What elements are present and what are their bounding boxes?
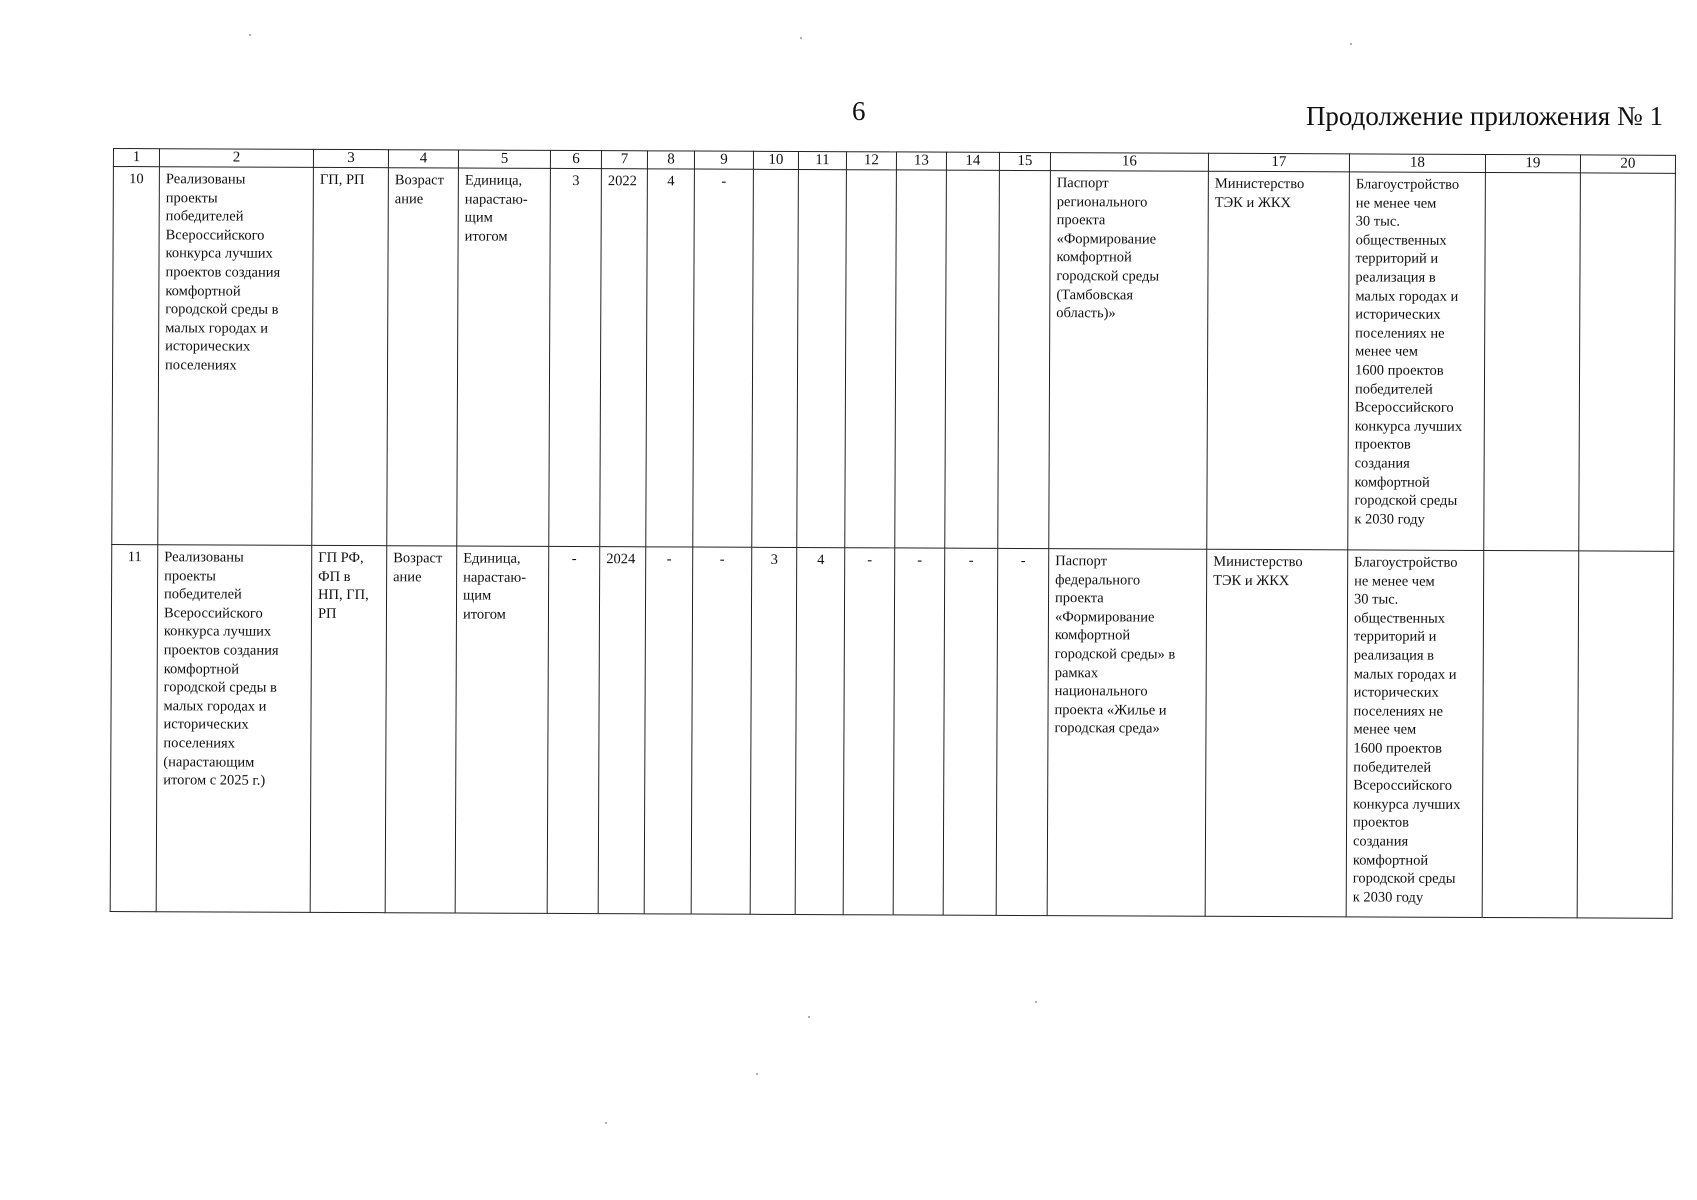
indicators-table: [110, 148, 1676, 919]
indicator-unit: Единица, нарастаю- щим итогом: [455, 546, 549, 913]
indicator-trend: Возраст ание: [385, 546, 457, 913]
column-number: 11: [798, 151, 846, 169]
page-number: 6: [852, 96, 866, 126]
indicator-level: ГП РФ, ФП в НП, ГП, РП: [310, 545, 387, 912]
value-cell: -: [644, 547, 693, 914]
scan-speck: [249, 34, 251, 36]
column-number: 12: [846, 152, 896, 170]
source-document: Паспорт регионального проекта «Формирование комфортной городской среды (Тамбовская область)»: [1049, 171, 1209, 550]
column-number: 20: [1580, 155, 1675, 173]
value-cell: -: [691, 547, 752, 914]
linked-goal: Благоустройство не менее чем 30 тыс. общественных территорий и реализация в малых городах и исторических поселениях не менее чем 1600 проектов победителей Всероссийского конкурса лучших проектов создания комфортной городской среды к 2030 году: [1346, 550, 1484, 918]
indicator-level: ГП, РП: [312, 167, 389, 545]
value-cell: [1482, 550, 1579, 917]
column-number: 19: [1485, 154, 1580, 172]
column-number: 13: [896, 152, 946, 170]
responsible-body: Министерство ТЭК и ЖКХ: [1205, 549, 1348, 917]
value-cell: [752, 169, 799, 547]
indicator-trend: Возраст ание: [387, 168, 459, 546]
indicator-name: Реализованы проекты победителей Всероссийского конкурса лучших проектов создания комфортной городской среды в малых городах и исторических поселениях (нарастающим итогом с 2025 г.): [156, 545, 312, 913]
linked-goal: Благоустройство не менее чем 30 тыс. общественных территорий и реализация в малых городах и исторических поселениях не менее чем 1600 проектов победителей Всероссийского конкурса лучших проектов создания комфортной городской среды к 2030 году: [1348, 172, 1486, 551]
value-cell: -: [693, 169, 754, 547]
scan-speck: [808, 1016, 810, 1018]
value-cell: [1577, 551, 1674, 918]
row-number: 10: [112, 167, 160, 545]
scan-speck: [756, 1073, 758, 1075]
column-number: 1: [113, 149, 159, 167]
column-number: 15: [999, 152, 1050, 170]
column-number: 16: [1050, 153, 1208, 172]
value-cell: -: [943, 548, 998, 915]
value-cell: -: [996, 548, 1049, 915]
table-row: [112, 167, 1676, 552]
scan-speck: [800, 37, 802, 39]
column-number: 4: [388, 150, 458, 168]
value-cell: [998, 170, 1051, 548]
value-cell: [945, 170, 1000, 548]
value-cell: [1484, 172, 1581, 550]
base-value: -: [547, 546, 600, 913]
column-number: 8: [647, 151, 694, 169]
column-number: 18: [1349, 154, 1485, 173]
base-year: 2024: [598, 547, 646, 914]
scan-speck: [1350, 43, 1352, 45]
column-number: 14: [946, 152, 999, 170]
indicator-name: Реализованы проекты победителей Всероссийского конкурса лучших проектов создания комфортной городской среды в малых городах и исторических поселениях: [158, 167, 314, 546]
value-cell: 4: [646, 169, 695, 547]
column-number: 7: [601, 151, 647, 169]
value-cell: 4: [795, 547, 845, 914]
base-value: 3: [549, 168, 602, 546]
value-cell: [845, 170, 897, 548]
scan-speck: [605, 1122, 607, 1124]
value-cell: [1579, 173, 1676, 551]
value-cell: -: [893, 548, 945, 915]
value-cell: 3: [750, 547, 797, 914]
table-row: [110, 544, 1674, 918]
column-number: 5: [458, 150, 550, 168]
appendix-title: Продолжение приложения № 1: [1305, 101, 1663, 131]
column-number: 2: [159, 149, 313, 168]
scan-speck: [1035, 1001, 1037, 1003]
column-number: 10: [753, 151, 798, 169]
row-number: 11: [110, 544, 158, 911]
column-number: 17: [1208, 153, 1349, 172]
base-year: 2022: [600, 169, 648, 547]
value-cell: -: [843, 548, 895, 915]
column-number: 6: [550, 150, 601, 168]
source-document: Паспорт федерального проекта «Формирование комфортной городской среды» в рамках национального проекта «Жилье и городская среда»: [1047, 549, 1207, 917]
column-number: 9: [694, 151, 753, 169]
column-number: 3: [313, 149, 388, 167]
value-cell: [797, 169, 847, 547]
responsible-body: Министерство ТЭК и ЖКХ: [1207, 171, 1350, 550]
indicator-unit: Единица, нарастаю- щим итогом: [457, 168, 551, 546]
value-cell: [895, 170, 947, 548]
